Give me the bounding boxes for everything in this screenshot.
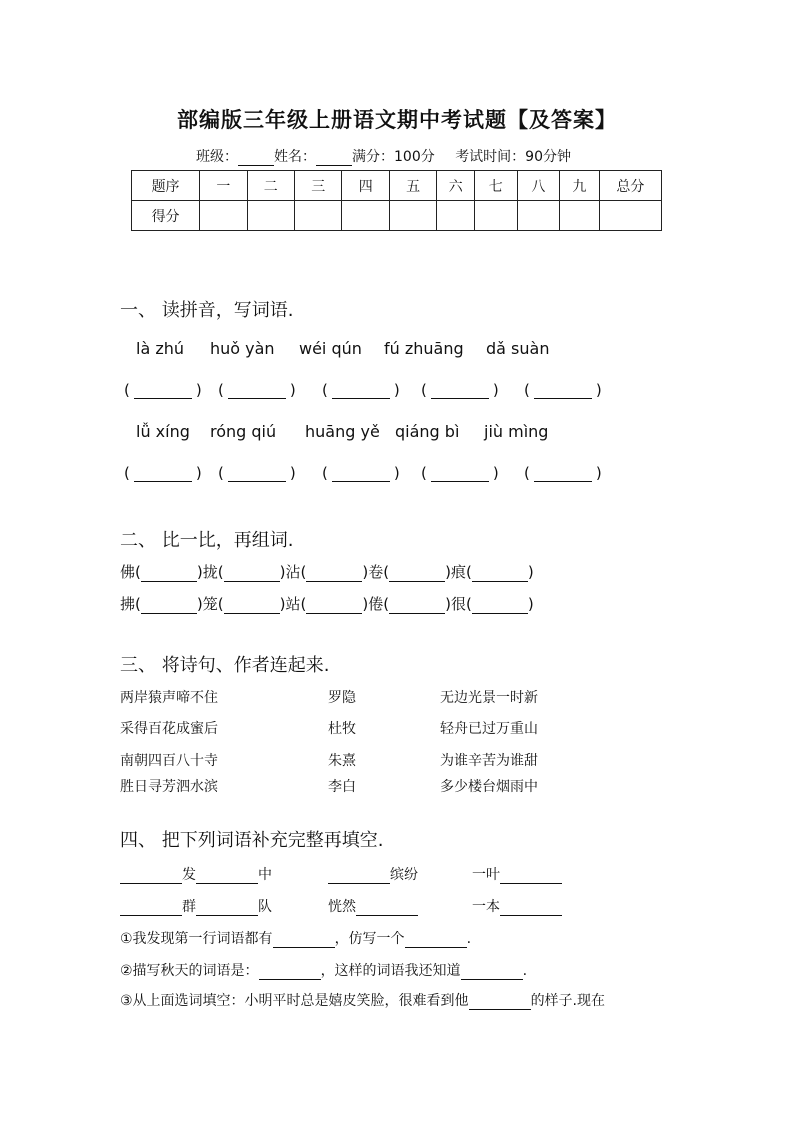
fill-blank[interactable] (196, 871, 258, 884)
header-cell: 二 (247, 171, 294, 201)
author[interactable]: 朱熹 (328, 753, 356, 769)
pinyin: fú zhuāng (384, 339, 464, 358)
word-blank[interactable] (472, 600, 528, 614)
score-cell[interactable] (560, 201, 600, 231)
question-text: ，仿写一个 (334, 931, 405, 947)
header-cell: 七 (475, 171, 518, 201)
score-table-score-row (132, 201, 662, 231)
score-row-label: 得分 (132, 201, 200, 231)
compare-row-2: 拂( )笼( )站( )倦( )很( ) (120, 595, 534, 613)
word-blank[interactable] (141, 600, 197, 614)
answer-blank[interactable]: ( ) (124, 464, 202, 482)
fill-blank[interactable] (120, 903, 182, 916)
name-blank[interactable] (316, 150, 352, 166)
header-cell: 四 (342, 171, 389, 201)
author[interactable]: 罗隐 (328, 690, 356, 706)
section3-title: 三、 将诗句、作者连起来. (120, 655, 330, 676)
score-cell[interactable] (295, 201, 342, 231)
pinyin: là zhú (136, 339, 185, 358)
question-text: . (466, 931, 472, 947)
answer-blank[interactable]: ( ) (322, 381, 400, 399)
answer-blank[interactable]: ( ) (218, 464, 296, 482)
answer-blank[interactable]: ( ) (421, 464, 499, 482)
class-blank[interactable] (238, 150, 274, 166)
answer-blank[interactable]: ( ) (218, 381, 296, 399)
author[interactable]: 杜牧 (328, 721, 356, 737)
word-blank[interactable] (224, 568, 280, 582)
fill-blank[interactable] (500, 871, 562, 884)
header-cell: 总分 (599, 171, 661, 201)
poem-line[interactable]: 轻舟已过万重山 (440, 721, 538, 737)
poem-line[interactable]: 为谁辛苦为谁甜 (440, 753, 538, 769)
fill-blank[interactable] (500, 903, 562, 916)
fill-blank[interactable] (469, 997, 531, 1010)
char: 很 (450, 595, 466, 613)
pinyin: huǒ yàn (210, 339, 275, 358)
pinyin: róng qiú (210, 422, 277, 441)
answer-blank[interactable]: ( ) (322, 464, 400, 482)
question-text: ②描写秋天的词语是： (120, 963, 259, 979)
score-cell[interactable] (475, 201, 518, 231)
compare-row-1: 佛( )拢( )沾( )卷( )痕( ) (120, 563, 534, 581)
fill-blank[interactable] (196, 903, 258, 916)
score-cell[interactable] (247, 201, 294, 231)
idiom-fill (472, 896, 562, 916)
fill-blank[interactable] (259, 967, 321, 980)
idiom-part: 缤纷 (390, 867, 418, 883)
question-1 (120, 928, 471, 948)
pinyin: qiáng bì (395, 422, 460, 441)
fill-blank[interactable] (273, 935, 335, 948)
class-label: 班级： (196, 149, 238, 165)
idiom-fill (120, 864, 272, 884)
poem-line[interactable]: 多少楼台烟雨中 (440, 779, 538, 795)
score-cell[interactable] (517, 201, 560, 231)
pinyin: jiù mìng (484, 422, 549, 441)
poem-line[interactable]: 胜日寻芳泗水滨 (120, 779, 218, 795)
score-table-header-row (132, 171, 662, 201)
char: 拂 (120, 595, 136, 613)
score-table (131, 170, 662, 231)
pinyin: wéi qún (299, 339, 362, 358)
question-text: ①我发现第一行词语都有 (120, 931, 273, 947)
idiom-part: 发 (182, 867, 196, 883)
question-text: 的样子.现在 (530, 993, 606, 1009)
poem-line[interactable]: 无边光景一时新 (440, 690, 538, 706)
section2-title: 二、 比一比，再组词. (120, 530, 294, 551)
header-cell: 九 (560, 171, 600, 201)
fill-blank[interactable] (405, 935, 467, 948)
char: 佛 (120, 563, 136, 581)
answer-blank[interactable]: ( ) (421, 381, 499, 399)
header-cell: 一 (200, 171, 247, 201)
name-label: 姓名： (274, 149, 316, 165)
section4-title: 四、 把下列词语补充完整再填空. (120, 830, 384, 851)
exam-time: 考试时间：90分钟 (455, 149, 572, 165)
answer-blank[interactable]: ( ) (124, 381, 202, 399)
fill-blank[interactable] (328, 871, 390, 884)
full-score: 满分：100分 (352, 149, 435, 165)
word-blank[interactable] (306, 600, 362, 614)
idiom-part: 恍然 (328, 899, 356, 915)
idiom-part: 一叶 (472, 867, 500, 883)
idiom-fill (472, 864, 562, 884)
word-blank[interactable] (224, 600, 280, 614)
word-blank[interactable] (389, 600, 445, 614)
fill-blank[interactable] (356, 903, 418, 916)
idiom-fill (120, 896, 272, 916)
answer-blank[interactable]: ( ) (524, 464, 602, 482)
word-blank[interactable] (389, 568, 445, 582)
author[interactable]: 李白 (328, 779, 356, 795)
answer-blank[interactable]: ( ) (524, 381, 602, 399)
page-title: 部编版三年级上册语文期中考试题【及答案】 (177, 107, 617, 132)
question-2 (120, 960, 527, 980)
score-cell[interactable] (437, 201, 475, 231)
question-3 (120, 990, 605, 1010)
header-cell: 三 (295, 171, 342, 201)
header-cell: 八 (517, 171, 560, 201)
score-cell[interactable] (389, 201, 436, 231)
char: 卷 (368, 563, 384, 581)
score-cell[interactable] (342, 201, 389, 231)
section1-title: 一、 读拼音，写词语. (120, 300, 294, 321)
score-cell[interactable] (200, 201, 247, 231)
char: 沾 (285, 563, 301, 581)
char: 痕 (450, 563, 466, 581)
poem-line[interactable]: 南朝四百八十寺 (120, 753, 218, 769)
idiom-part: 一本 (472, 899, 500, 915)
char: 站 (285, 595, 301, 613)
header-cell: 题序 (132, 171, 200, 201)
char: 笼 (202, 595, 218, 613)
fill-blank[interactable] (461, 967, 523, 980)
poem-line[interactable]: 采得百花成蜜后 (120, 721, 218, 737)
poem-line[interactable]: 两岸猿声啼不住 (120, 690, 218, 706)
score-cell[interactable] (599, 201, 661, 231)
pinyin: dǎ suàn (486, 339, 550, 358)
question-text: ③从上面选词填空：小明平时总是嬉皮笑脸，很难看到他 (120, 993, 469, 1009)
idiom-fill (328, 896, 418, 916)
idiom-fill (328, 864, 418, 884)
question-text: ，这样的词语我还知道 (320, 963, 461, 979)
idiom-part: 中 (258, 867, 272, 883)
header-cell: 五 (389, 171, 436, 201)
fill-blank[interactable] (120, 871, 182, 884)
pinyin: lǚ xíng (136, 422, 190, 441)
pinyin: huāng yě (305, 422, 380, 441)
exam-info (196, 146, 571, 166)
word-blank[interactable] (472, 568, 528, 582)
header-cell: 六 (437, 171, 475, 201)
word-blank[interactable] (141, 568, 197, 582)
char: 倦 (368, 595, 384, 613)
word-blank[interactable] (306, 568, 362, 582)
idiom-part: 队 (258, 899, 272, 915)
char: 拢 (202, 563, 218, 581)
question-text: . (522, 963, 528, 979)
idiom-part: 群 (182, 899, 196, 915)
